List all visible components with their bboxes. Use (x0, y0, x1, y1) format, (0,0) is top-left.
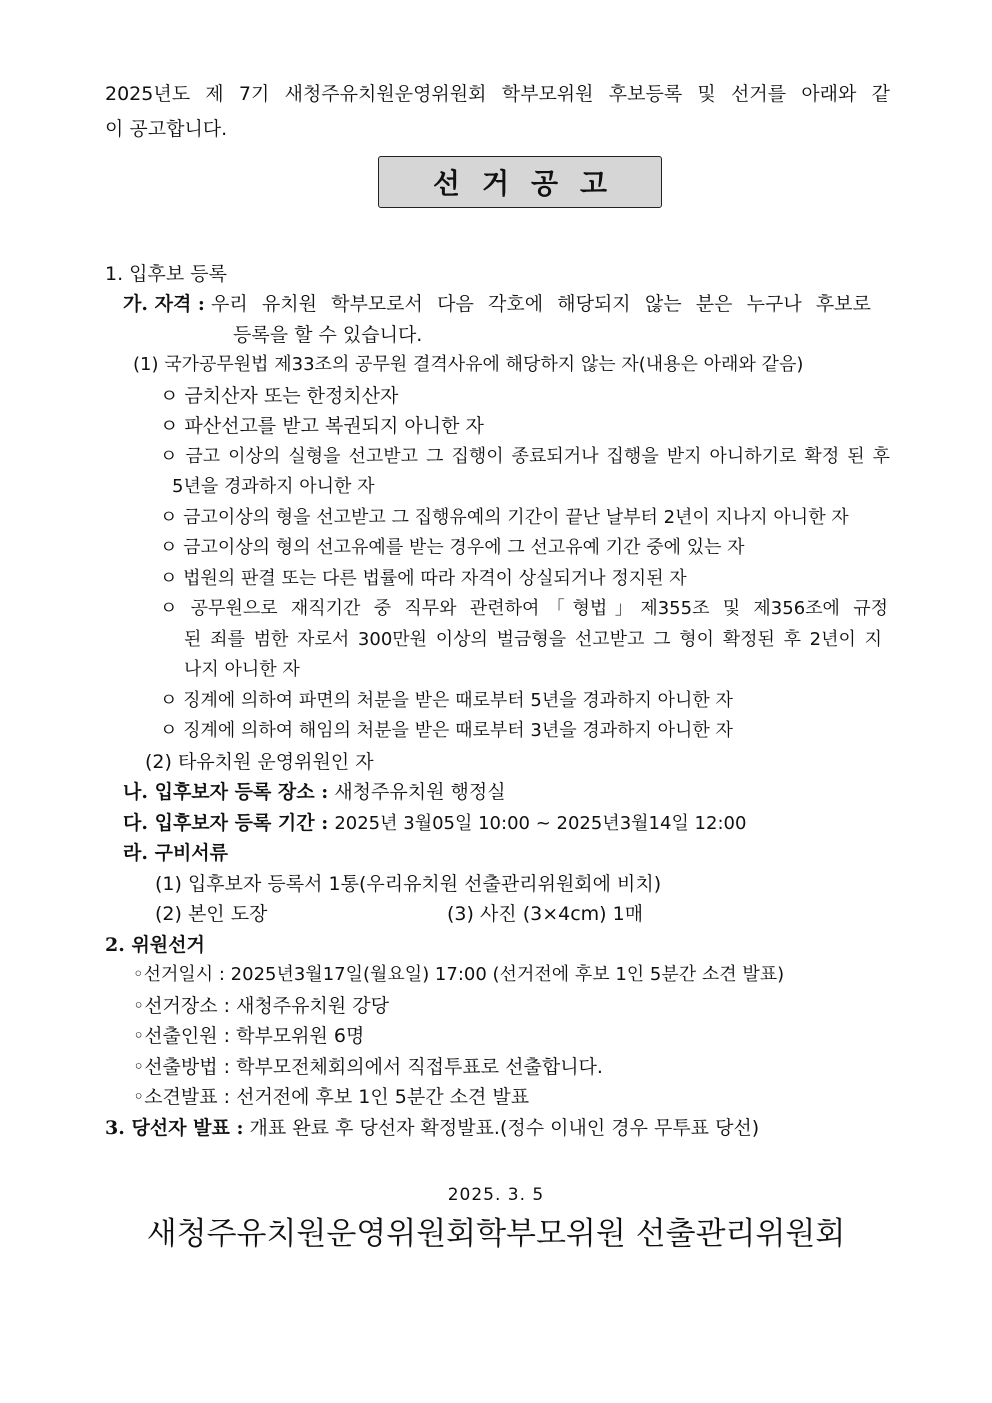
qualification-text-1: 우리 유치원 학부모로서 다음 각호에 해당되지 않는 분은 누구나 후보로 (210, 293, 871, 315)
required-document-3: (3) 사진 (3×4cm) 1매 (447, 903, 644, 925)
bullet-item: ㅇ 금고이상의 형을 선고받고 그 집행유예의 기간이 끝난 날부터 2년이 지나지 아니한 자 (160, 507, 849, 528)
bullet-item: ㅇ 금고이상의 형의 선고유예를 받는 경우에 그 선고유예 기간 중에 있는 자 (160, 537, 745, 558)
bullet-item: ㅇ 금고 이상의 실형을 선고받고 그 집행이 종료되거나 집행을 받지 아니하기로 확정 된 후 (160, 446, 890, 467)
election-detail-item: ◦선거장소 : 새청주유치원 강당 (133, 995, 389, 1017)
notice-date: 2025. 3. 5 (447, 1185, 545, 1205)
registration-place-label: 나. 입후보자 등록 장소 : (123, 781, 329, 803)
section-3-text: 개표 완료 후 당선자 확정발표.(정수 이내인 경우 무투표 당선) (249, 1117, 760, 1139)
bullet-item-continued: 나지 아니한 자 (184, 659, 300, 680)
title-box (378, 156, 662, 208)
bullet-item: ㅇ 금치산자 또는 한정치산자 (160, 385, 399, 407)
qualification-label: 가. 자격 : (123, 293, 205, 315)
registration-place-value: 새청주유치원 행정실 (334, 781, 506, 803)
election-detail-item: ◦선출방법 : 학부모전체회의에서 직접투표로 선출합니다. (133, 1056, 603, 1078)
intro-line-1: 2025년도 제 7기 새청주유치원운영위원회 학부모위원 후보등록 및 선거를 아래와 같 (105, 83, 890, 105)
registration-period-label: 다. 입후보자 등록 기간 : (123, 812, 329, 834)
bullet-item: ㅇ 파산선고를 받고 복권되지 아니한 자 (160, 415, 484, 437)
qualification-text-2: 등록을 할 수 있습니다. (233, 324, 423, 346)
required-document-1: (1) 입후보자 등록서 1통(우리유치원 선출관리위원회에 비치) (155, 873, 662, 895)
bullet-item-continued: 5년을 경과하지 아니한 자 (172, 476, 375, 497)
registration-place-row (123, 780, 506, 804)
bullet-item: ㅇ 징계에 의하여 해임의 처분을 받은 때로부터 3년을 경과하지 아니한 자 (160, 720, 733, 741)
section-3-row (105, 1116, 759, 1140)
election-detail-item: ◦선출인원 : 학부모위원 6명 (133, 1025, 365, 1047)
required-document-2: (2) 본인 도장 (155, 903, 268, 925)
item-2: (2) 타유치원 운영위원인 자 (145, 751, 374, 773)
qualification-row (123, 292, 890, 316)
page-title: 선거공고 (432, 167, 630, 200)
bullet-item: ㅇ 공무원으로 재직기간 중 직무와 관련하여「형법」제355조 및 제356조에 규정 (160, 598, 888, 619)
intro-line-2: 이 공고합니다. (105, 118, 228, 140)
election-detail-item: ◦소견발표 : 선거전에 후보 1인 5분간 소견 발표 (133, 1086, 530, 1108)
section-1-heading: 1. 입후보 등록 (105, 263, 227, 285)
organization-name: 새청주유치원운영위원회학부모위원 선출관리위원회 (146, 1216, 846, 1252)
bullet-item: ㅇ 법원의 판결 또는 다른 법률에 따라 자격이 상실되거나 정지된 자 (160, 568, 687, 589)
item-1: (1) 국가공무원법 제33조의 공무원 결격사유에 해당하지 않는 자(내용은 아래와 같음) (133, 354, 804, 375)
election-detail-item: ◦선거일시 : 2025년3월17일(월요일) 17:00 (선거전에 후보 1인 5분간 소견 발표) (133, 964, 785, 985)
section-2-heading: 2. 위원선거 (105, 934, 205, 956)
bullet-item-continued: 된 죄를 범한 자로서 300만원 이상의 벌금형을 선고받고 그 형이 확정된 후 2년이 지 (184, 629, 882, 650)
registration-period-row (123, 811, 746, 836)
required-documents-label: 라. 구비서류 (123, 842, 228, 864)
registration-period-value: 2025년 3월05일 10:00 ~ 2025년3월14일 12:00 (334, 813, 747, 834)
section-3-label: 3. 당선자 발표 : (105, 1117, 244, 1139)
bullet-item: ㅇ 징계에 의하여 파면의 처분을 받은 때로부터 5년을 경과하지 아니한 자 (160, 690, 733, 711)
